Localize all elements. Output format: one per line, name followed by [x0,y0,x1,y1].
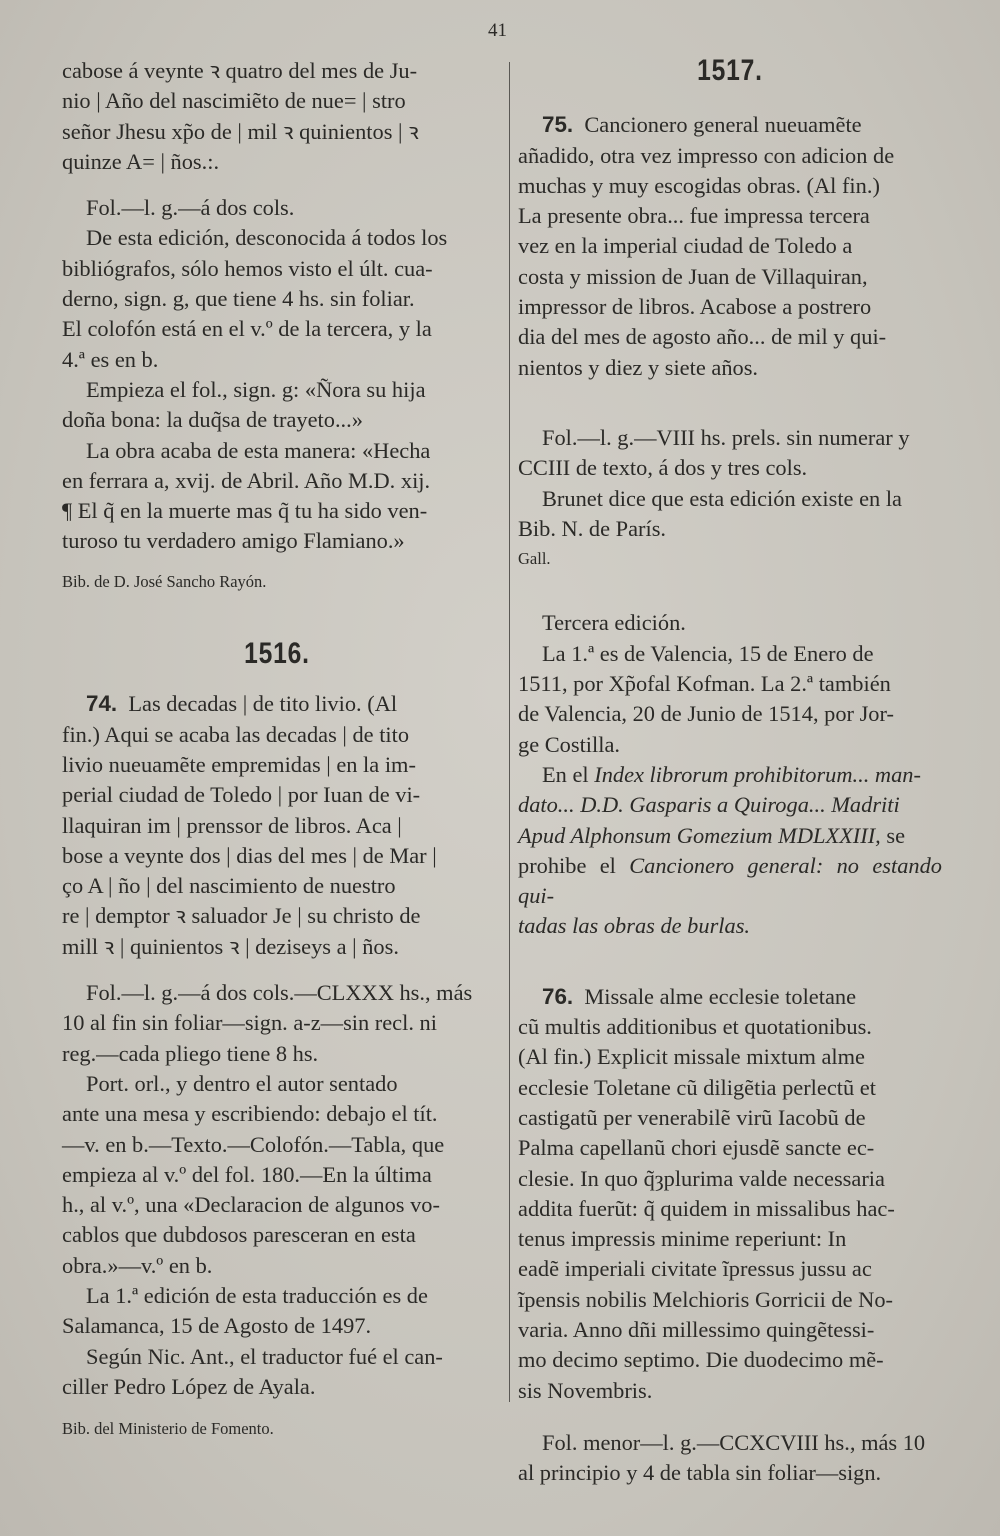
citation: Bib. del Ministerio de Fomento. [62,1419,274,1439]
note-line: turoso tu verdadero amigo Flamiano.» [62,528,405,554]
year-heading: 1516. [244,637,310,671]
note-text: prohibe el [518,852,630,878]
note-text: En el [542,761,595,787]
format-line: reg.—cada pliego tiene 8 hs. [62,1040,319,1066]
note-italic: Cancionero general: no estando qui- [518,852,942,909]
entry-line: muchas y muy escogidas obras. (Al fin.) [518,172,880,198]
description-line: cablos que dubdosos paresceran en esta [62,1222,416,1248]
entry-line: re | demptor ꝛ saluador Je | su christo de [62,903,421,929]
entry-line: Missale alme ecclesie toletane [584,983,857,1009]
intro-line: quinze A= | ños.:. [62,148,220,174]
intro-line: cabose á veynte ꝛ quatro del mes de Ju- [62,58,418,83]
note-line: doña bona: la duq̃sa de trayeto...» [62,407,363,433]
note-line: ge Costilla. [518,731,620,757]
entry-line: nientos y diez y siete años. [518,354,759,380]
format-line: Fol. menor—l. g.—CCXCVIII hs., más 10 [542,1429,926,1455]
note-line: Brunet dice que esta edición existe en la [542,485,902,511]
note-text: se [880,822,906,848]
entry-line: livio nueuamẽte empremidas | en la im- [62,751,416,777]
citation: Bib. de D. José Sancho Rayón. [62,571,267,591]
right-column [518,56,942,1488]
entry-line: clesie. In quo q̃ȝplurima valde necessaria [518,1165,885,1191]
entry-line: dia del mes de agosto año... de mil y qui- [518,324,887,350]
entry-line: Palma capellanũ chori ejusdẽ sancte ec- [518,1135,875,1161]
note-line: 4.ª es en b. [62,346,159,372]
note-line: La 1.ª edición de esta traducción es de [86,1282,428,1308]
description-line: —v. en b.—Texto.—Colofón.—Tabla, que [62,1131,445,1157]
entry-line: mill ꝛ | quinientos ꝛ | deziseys a | ños. [62,933,399,959]
note-line: Bib. N. de París. [518,515,667,541]
entry-number: 76. [542,983,574,1009]
entry-line: sis Novembris. [518,1377,653,1403]
format-line: Fol.—l. g.—á dos cols. [86,195,295,221]
note-italic: Index librorum prohibitorum... man- [594,761,921,787]
format-line: CCIII de texto, á dos y tres cols. [518,455,808,481]
description-line: h., al v.º, una «Declaracion de algunos vo- [62,1192,440,1218]
note-line: en ferrara a, xvij. de Abril. Año M.D. xij. [62,467,431,493]
citation: Gall. [518,549,551,569]
note-line: Tercera edición. [542,610,686,636]
entry-line: varia. Anno dñi millessimo quingẽtessi- [518,1316,875,1342]
note-line: ¶ El q̃ en la muerte mas q̃ tu ha sido ven- [62,498,428,524]
note-line: Empieza el fol., sign. g: «Ñora su hija [86,376,426,402]
note-line: La obra acaba de esta manera: «Hecha [86,437,431,463]
note-italic: Apud Alphonsum Gomezium MDLXXIII, [518,822,881,848]
entry-line: tenus impressis minime reperiunt: In [518,1226,847,1252]
description-line: obra.»—v.º en b. [62,1252,213,1278]
entry-line: añadido, otra vez impresso con adicion de [518,142,895,168]
entry-line: mo decimo septimo. Die duodecimo mẽ- [518,1347,884,1373]
note-line: ciller Pedro López de Ayala. [62,1373,316,1399]
entry-line: ecclesie Toletane cũ diligẽtia perlectũ et [518,1074,876,1100]
entry-line: ĩpensis nobilis Melchioris Gorricii de No- [518,1286,893,1312]
entry-line: ço A | ño | del nascimiento de nuestro [62,873,396,899]
entry-line: costa y mission de Juan de Villaquiran, [518,263,868,289]
intro-line: nio | Año del nascimiẽto de nue= | stro [62,88,406,114]
entry-line: perial ciudad de Toledo | por Iuan de vi- [62,782,421,808]
page-number: 41 [488,20,507,41]
intro-line: señor Jhesu xp̃o de | mil ꝛ quinientos | ꝛ [62,118,419,144]
entry-line: vez en la imperial ciudad de Toledo a [518,233,853,259]
description-line: Port. orl., y dentro el autor sentado [86,1070,398,1096]
note-italic: dato... D.D. Gasparis a Quiroga... Madriti [518,792,900,818]
description-line: empieza al v.º del fol. 180.—En la última [62,1161,432,1187]
entry-line: llaquiran im | prenssor de libros. Aca | [62,812,402,838]
note-line: La 1.ª es de Valencia, 15 de Enero de [542,640,874,666]
entry-line: (Al fin.) Explicit missale mixtum alme [518,1044,865,1070]
note-line: Según Nic. Ant., el traductor fué el can- [86,1343,443,1369]
entry-line: Cancionero general nueuamẽte [584,112,862,138]
entry-line: impressor de libros. Acabose a postrero [518,294,872,320]
format-line: Fol.—l. g.—VIII hs. prels. sin numerar y [542,424,910,450]
note-line: derno, sign. g, que tiene 4 hs. sin foliar. [62,286,415,312]
format-line: al principio y 4 de tabla sin foliar—sign. [518,1460,882,1486]
note-italic: tadas las obras de burlas. [518,913,751,939]
entry-line: Las decadas | de tito livio. (Al [128,691,398,717]
note-line: Salamanca, 15 de Agosto de 1497. [62,1313,372,1339]
format-line: Fol.—l. g.—á dos cols.—CLXXX hs., más [86,980,473,1006]
entry-line: cũ multis additionibus et quotationibus. [518,1014,872,1040]
entry-line: eadẽ imperiali civitate ĩpressus jussu ac [518,1256,872,1282]
description-line: ante una mesa y escribiendo: debajo el tít. [62,1101,438,1127]
format-line: 10 al fin sin foliar—sign. a-z—sin recl. ni [62,1010,437,1036]
entry-line: castigatũ per venerabilẽ virũ Iacobũ de [518,1104,866,1130]
left-column [62,56,492,1444]
entry-line: addita fuerũt: q̃ quidem in missalibus hac- [518,1195,895,1221]
note-line: El colofón está en el v.º de la tercera, y la [62,316,432,342]
note-line: bibliógrafos, sólo hemos visto el últ. cua- [62,255,433,281]
note-line: de Valencia, 20 de Junio de 1514, por Jor- [518,701,894,727]
note-line: 1511, por Xp̃ofal Kofman. La 2.ª también [518,671,891,697]
entry-line: fin.) Aqui se acaba las decadas | de tito [62,721,410,747]
entry-number: 74. [86,691,118,717]
entry-line: bose a veynte dos | dias del mes | de Mar | [62,842,437,868]
note-line: De esta edición, desconocida á todos los [86,225,448,251]
column-divider [509,62,510,1402]
year-heading: 1517. [697,54,763,87]
entry-number: 75. [542,112,574,138]
entry-line: La presente obra... fue impressa tercera [518,203,870,229]
